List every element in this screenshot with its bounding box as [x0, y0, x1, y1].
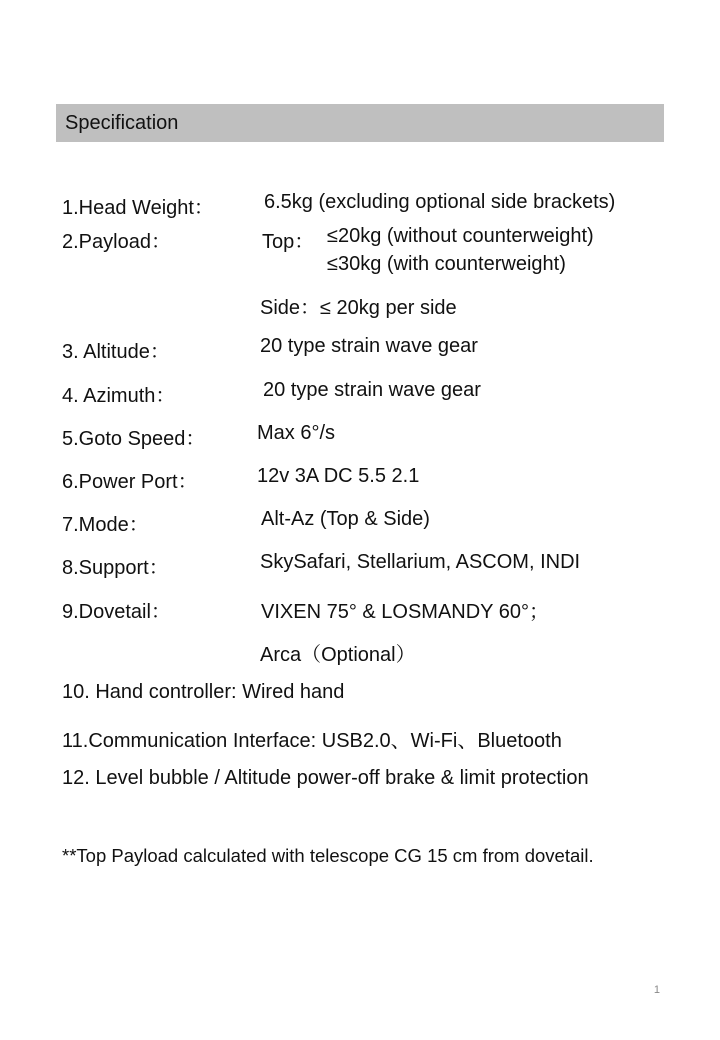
goto-speed-value: Max 6°/s — [257, 422, 336, 444]
mode-value: Alt-Az (Top & Side) — [261, 508, 430, 530]
section-title: Specification — [65, 112, 179, 134]
dovetail-label: 9.Dovetail： — [62, 601, 171, 623]
communication-line: 11.Communication Interface: USB2.0、Wi-Fi、Bluetooth — [62, 730, 562, 752]
page-number: 1 — [653, 984, 660, 996]
section-header — [56, 104, 664, 142]
support-value: SkySafari, Stellarium, ASCOM, INDI — [260, 551, 581, 573]
altitude-label: 3. Altitude： — [62, 341, 170, 363]
payload-top-value-1: ≤20kg (without counterweight) — [327, 225, 594, 247]
power-port-label: 6.Power Port： — [62, 471, 198, 493]
goto-speed-label: 5.Goto Speed： — [62, 428, 206, 450]
payload-side-value: Side：≤ 20kg per side — [260, 297, 457, 319]
payload-top-label: Top： — [262, 231, 315, 253]
azimuth-value: 20 type strain wave gear — [263, 379, 481, 401]
mode-label: 7.Mode： — [62, 514, 149, 536]
footnote: **Top Payload calculated with telescope CG 15 cm from dovetail. — [62, 845, 594, 866]
dovetail-value-2: Arca（Optional） — [260, 644, 416, 666]
payload-top-value-2: ≤30kg (with counterweight) — [327, 253, 566, 275]
support-label: 8.Support： — [62, 557, 169, 579]
head-weight-value: 6.5kg (excluding optional side brackets) — [264, 191, 616, 213]
dovetail-value-1: VIXEN 75° & LOSMANDY 60°； — [261, 601, 549, 623]
altitude-value: 20 type strain wave gear — [260, 335, 478, 357]
azimuth-label: 4. Azimuth： — [62, 385, 176, 407]
power-port-value: 12v 3A DC 5.5 2.1 — [257, 465, 420, 487]
level-bubble-line: 12. Level bubble / Altitude power-off brake & limit protection — [62, 767, 589, 789]
head-weight-label: 1.Head Weight： — [62, 197, 214, 219]
hand-controller-line: 10. Hand controller: Wired hand — [62, 681, 345, 703]
payload-label: 2.Payload： — [62, 231, 171, 253]
